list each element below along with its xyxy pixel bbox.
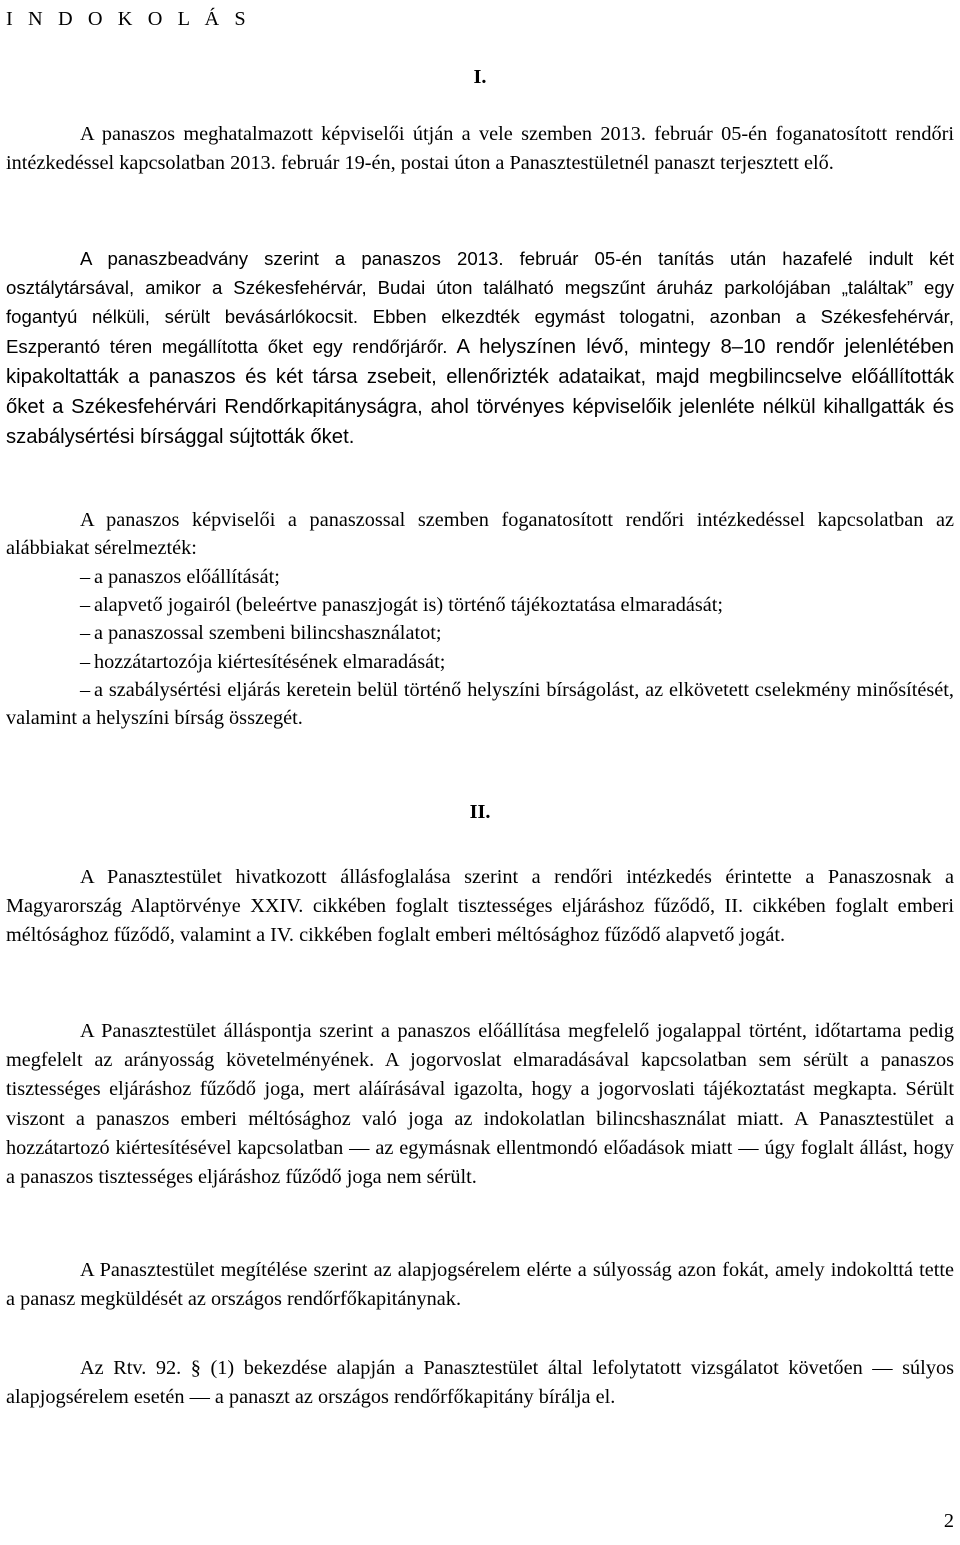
dash-marker: – xyxy=(80,622,91,645)
paragraph-board-opinion: A Panasztestület álláspontja szerint a panaszos előállítása megfelelő jogalappal történt, időtartama pedig megfelelt az arányosság követelményének. A jogorvoslat elmaradásával kapcsolatban sem sérült a panaszos tisztességes eljáráshoz fűződő joga, mert aláírásával igazolta, hogy a jogorvoslati tájékoztatást megkapta. Sérült viszont a panaszos emberi méltósághoz való joga az indokolatlan bilincshasználat miatt. A Panasztestület a hozzátartozó kiértesítésével kapcsolatban — az egymásnak ellentmondó előadások miatt — úgy foglalt állást, hogy a panaszos tisztességes eljáráshoz fűződő joga nem sérült. xyxy=(6,1020,954,1189)
paragraph-grievances-intro: A panaszos képviselői a panaszossal szemben foganatosított rendőri intézkedéssel kapcsolatban az alábbiakat sérelmezték: xyxy=(6,509,954,560)
dash-marker: – xyxy=(80,678,91,701)
list-item-text: a szabálysértési eljárás keretein belül történő helyszíni bírságolást, az elkövetett cselekmény minősítését, valamint a helyszíni bírság összegét. xyxy=(6,678,954,730)
paragraph-legal-basis: Az Rtv. 92. § (1) bekezdése alapján a Panasztestület által lefolytatott vizsgálatot követően — súlyos alapjogsérelem esetén — a panaszt az országos rendőrfőkapitány bírálja el. xyxy=(6,1357,954,1409)
dash-marker: – xyxy=(80,650,91,673)
section-heading-2: II. xyxy=(469,801,491,823)
list-item-text: a panaszos előállítását; xyxy=(94,566,280,588)
list-item xyxy=(6,648,954,676)
list-item-text: alapvető jogairól (beleértve panaszjogát is) történő tájékoztatása elmaradását; xyxy=(94,594,723,617)
paragraph-complaint-facts-part1: A panaszbeadvány szerint a panaszos 2013. február 05-én tanítás után hazafelé indult két osztálytársával, amikor a Székesfehérvár, Budai úton található megszűnt áruház parkolójában „találtak” egy fogantyú nélküli, sérült bevásárlókocsit. Ebben elkezdték egymást tologatni, azonban a Székesfehérvár, Eszperantó téren megállította őket egy rendőrjárőr. xyxy=(6,248,954,357)
dash-marker: – xyxy=(80,566,91,588)
paragraph-complaint-filing: A panaszos meghatalmazott képviselői útján a vele szemben 2013. február 05-én foganatosított rendőri intézkedéssel kapcsolatban 2013. február 19-én, postai úton a Panasztestületnél panaszt terjesztett elő. xyxy=(6,123,954,175)
paragraph-board-position: A Panasztestület hivatkozott állásfoglalása szerint a rendőri intézkedés érintette a Panaszosnak a Magyarország Alaptörvénye XXIV. cikkében foglalt tisztességes eljáráshoz fűződő, II. cikkében foglalt emberi méltósághoz fűződő, valamint a IV. cikkében foglalt emberi méltósághoz fűződő alapvető jogát. xyxy=(6,866,954,947)
page-number: 2 xyxy=(943,1510,954,1532)
dash-marker: – xyxy=(80,594,91,617)
list-item-text: a panaszossal szembeni bilincshasználatot; xyxy=(94,622,442,645)
list-item-text: hozzátartozója kiértesítésének elmaradását; xyxy=(94,650,446,673)
list-item xyxy=(6,619,954,647)
grievance-list xyxy=(6,563,954,732)
section-heading-1: I. xyxy=(473,66,487,88)
paragraph-complaint-facts-part2: A helyszínen lévő, mintegy 8–10 rendőr jelenlétében kipakoltatták a panaszos és két társa zsebeit, ellenőrizték adataikat, majd megbilincselve előállították őket a Székesfehérvári Rendőrkapitányságra, ahol törvényes képviselőik jelenléte nélkül kihallgatták és szabálysértési bírsággal sújtották őket. xyxy=(6,335,954,449)
list-item xyxy=(6,591,954,619)
paragraph-board-assessment: A Panasztestület megítélése szerint az alapjogsérelem elérte a súlyosság azon fokát, amely indokolttá tette a panasz megküldését az országos rendőrfőkapitánynak. xyxy=(6,1259,954,1311)
list-item xyxy=(6,563,954,591)
paragraph-complaint-facts xyxy=(6,244,954,452)
list-item xyxy=(6,676,954,732)
document-title: I N D O K O L Á S xyxy=(6,8,251,30)
